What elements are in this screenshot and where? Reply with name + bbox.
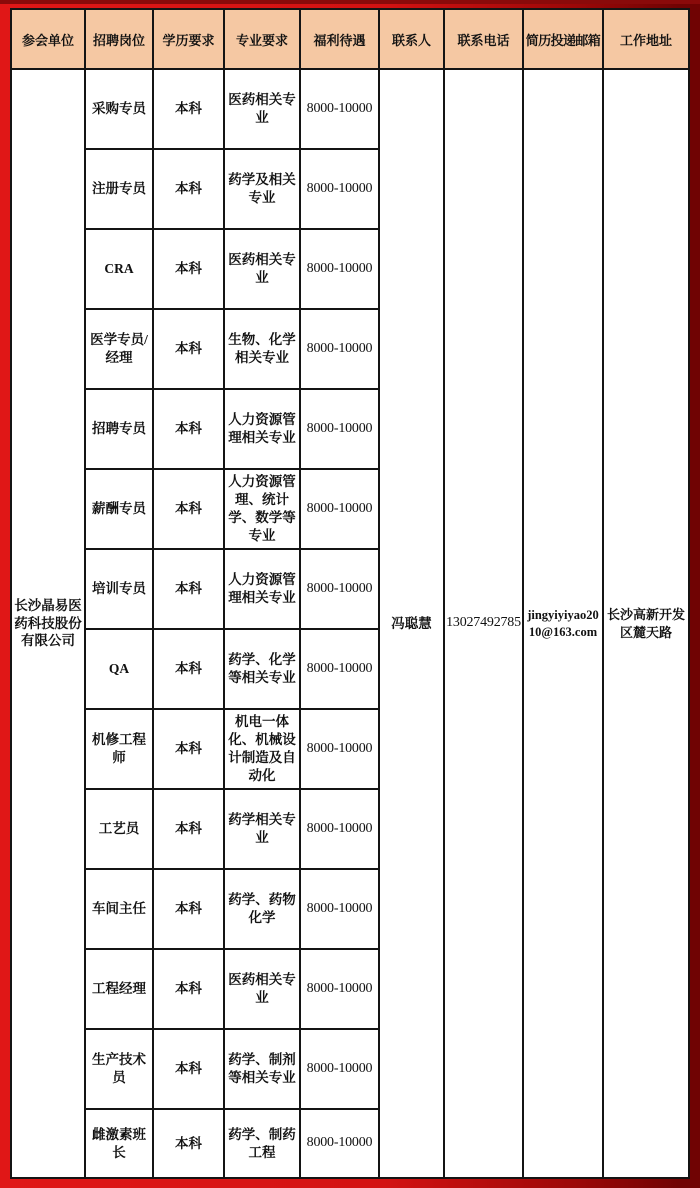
major-cell: 医药相关专业 [224, 229, 300, 309]
contact-email-cell: jingyiyiyao2010@163.com [523, 69, 603, 1178]
col-header-email: 简历投递邮箱 [523, 9, 603, 69]
contact-address-cell: 长沙高新开发区麓天路 [603, 69, 689, 1178]
education-cell: 本科 [153, 789, 224, 869]
position-cell: 生产技术员 [85, 1029, 153, 1109]
major-cell: 药学、药物化学 [224, 869, 300, 949]
education-cell: 本科 [153, 469, 224, 549]
position-cell: 工艺员 [85, 789, 153, 869]
major-cell: 药学、制药工程 [224, 1109, 300, 1178]
education-cell: 本科 [153, 869, 224, 949]
education-cell: 本科 [153, 389, 224, 469]
major-cell: 人力资源管理、统计学、数学等专业 [224, 469, 300, 549]
job-table-body [11, 69, 689, 1178]
col-header-company: 参会单位 [11, 9, 85, 69]
education-cell: 本科 [153, 229, 224, 309]
major-cell: 药学相关专业 [224, 789, 300, 869]
position-cell: 薪酬专员 [85, 469, 153, 549]
major-cell: 医药相关专业 [224, 949, 300, 1029]
col-header-major: 专业要求 [224, 9, 300, 69]
major-cell: 医药相关专业 [224, 69, 300, 149]
education-cell: 本科 [153, 709, 224, 789]
position-cell: 机修工程师 [85, 709, 153, 789]
position-cell: 培训专员 [85, 549, 153, 629]
contact-name-cell: 冯聪慧 [379, 69, 444, 1178]
major-cell: 药学、制剂等相关专业 [224, 1029, 300, 1109]
col-header-salary: 福利待遇 [300, 9, 379, 69]
col-header-position: 招聘岗位 [85, 9, 153, 69]
col-header-phone: 联系电话 [444, 9, 523, 69]
major-cell: 药学及相关专业 [224, 149, 300, 229]
salary-cell: 8000-10000 [300, 709, 379, 789]
table-row [11, 69, 689, 149]
education-cell: 本科 [153, 949, 224, 1029]
education-cell: 本科 [153, 309, 224, 389]
salary-cell: 8000-10000 [300, 949, 379, 1029]
major-cell: 人力资源管理相关专业 [224, 549, 300, 629]
education-cell: 本科 [153, 1029, 224, 1109]
position-cell: 采购专员 [85, 69, 153, 149]
salary-cell: 8000-10000 [300, 1109, 379, 1178]
salary-cell: 8000-10000 [300, 229, 379, 309]
position-cell: 注册专员 [85, 149, 153, 229]
education-cell: 本科 [153, 1109, 224, 1178]
position-cell: 招聘专员 [85, 389, 153, 469]
header-row [11, 9, 689, 69]
col-header-contact: 联系人 [379, 9, 444, 69]
major-cell: 药学、化学等相关专业 [224, 629, 300, 709]
position-cell: CRA [85, 229, 153, 309]
col-header-education: 学历要求 [153, 9, 224, 69]
education-cell: 本科 [153, 549, 224, 629]
salary-cell: 8000-10000 [300, 389, 379, 469]
job-table [10, 8, 690, 1179]
salary-cell: 8000-10000 [300, 309, 379, 389]
contact-phone-cell: 13027492785 [444, 69, 523, 1178]
salary-cell: 8000-10000 [300, 469, 379, 549]
salary-cell: 8000-10000 [300, 869, 379, 949]
education-cell: 本科 [153, 629, 224, 709]
education-cell: 本科 [153, 149, 224, 229]
salary-cell: 8000-10000 [300, 549, 379, 629]
position-cell: 工程经理 [85, 949, 153, 1029]
position-cell: 雌激素班长 [85, 1109, 153, 1178]
major-cell: 机电一体化、机械设计制造及自动化 [224, 709, 300, 789]
position-cell: 医学专员/经理 [85, 309, 153, 389]
major-cell: 生物、化学相关专业 [224, 309, 300, 389]
salary-cell: 8000-10000 [300, 789, 379, 869]
salary-cell: 8000-10000 [300, 69, 379, 149]
salary-cell: 8000-10000 [300, 149, 379, 229]
salary-cell: 8000-10000 [300, 1029, 379, 1109]
company-cell: 长沙晶易医药科技股份有限公司 [11, 69, 85, 1178]
major-cell: 人力资源管理相关专业 [224, 389, 300, 469]
position-cell: 车间主任 [85, 869, 153, 949]
col-header-address: 工作地址 [603, 9, 689, 69]
salary-cell: 8000-10000 [300, 629, 379, 709]
position-cell: QA [85, 629, 153, 709]
education-cell: 本科 [153, 69, 224, 149]
